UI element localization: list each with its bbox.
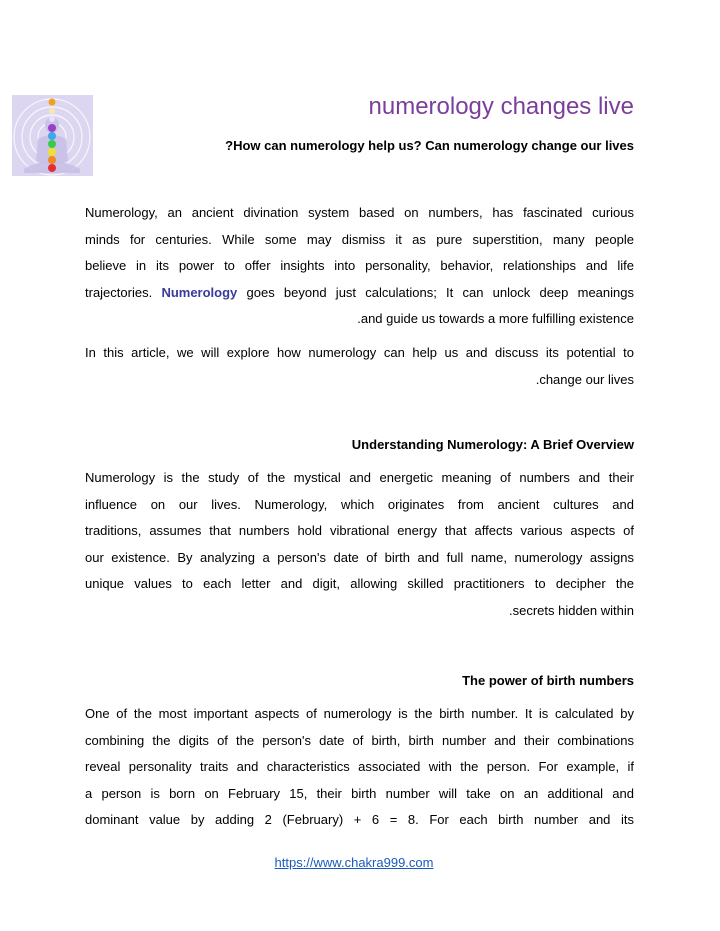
page-title: numerology changes live [368,93,634,120]
section-heading-overview: Understanding Numerology: A Brief Overview [351,437,634,452]
text-line: .and guide us towards a more fulfilling existence [357,311,634,326]
text-line: influence on our lives. Numerology, which originates from ancient cultures and [85,496,634,512]
intro-paragraph [85,200,634,333]
text-line: our existence. By analyzing a person's date of birth and full name, numerology assigns [85,549,634,565]
text-line: Numerology is the study of the mystical and energetic meaning of numbers and their [85,470,634,485]
text-fragment: trajectories. [85,284,153,300]
article-intro-paragraph [85,340,634,393]
section-heading-birth-numbers: The power of birth numbers [462,673,634,688]
footer-website-link[interactable]: https://www.chakra999.com [274,855,434,870]
text-line: .change our lives [535,371,634,387]
text-line: In this article, we will explore how numerology can help us and discuss its potential to [85,345,634,360]
overview-paragraph [85,465,634,624]
birth-numbers-paragraph [85,701,634,834]
text-line: .secrets hidden within [508,602,634,618]
text-line: minds for centuries. While some may dismiss it as pure superstition, many people [85,231,634,247]
chakra-meditation-logo-icon [12,95,93,176]
text-line: Numerology, an ancient divination system based on numbers, has fascinated curious [85,205,634,220]
text-line-with-link [85,280,634,307]
text-line: combining the digits of the person's date of birth, birth number and their combinations [85,732,634,748]
text-line: dominant value by adding 2 (February) + 6 = 8. For each birth number and its [85,812,634,827]
text-line: a person is born on February 15, their birth number will take on an additional and [85,785,634,801]
text-line: traditions, assumes that numbers hold vibrational energy that affects various aspects of [85,523,634,538]
numerology-link[interactable]: Numerology [161,284,238,300]
page-subtitle: ?How can numerology help us? Can numerology change our lives [225,138,634,153]
text-fragment: goes beyond just calculations; It can unlock deep meanings [246,284,634,300]
text-line: unique values to each letter and digit, allowing skilled practitioners to decipher the [85,576,634,591]
text-line: believe in its power to offer insights into personality, behavior, relationships and life [85,258,634,273]
text-line: reveal personality traits and characteristics associated with the person. For example, if [85,759,634,774]
text-line: One of the most important aspects of numerology is the birth number. It is calculated by [85,706,634,721]
